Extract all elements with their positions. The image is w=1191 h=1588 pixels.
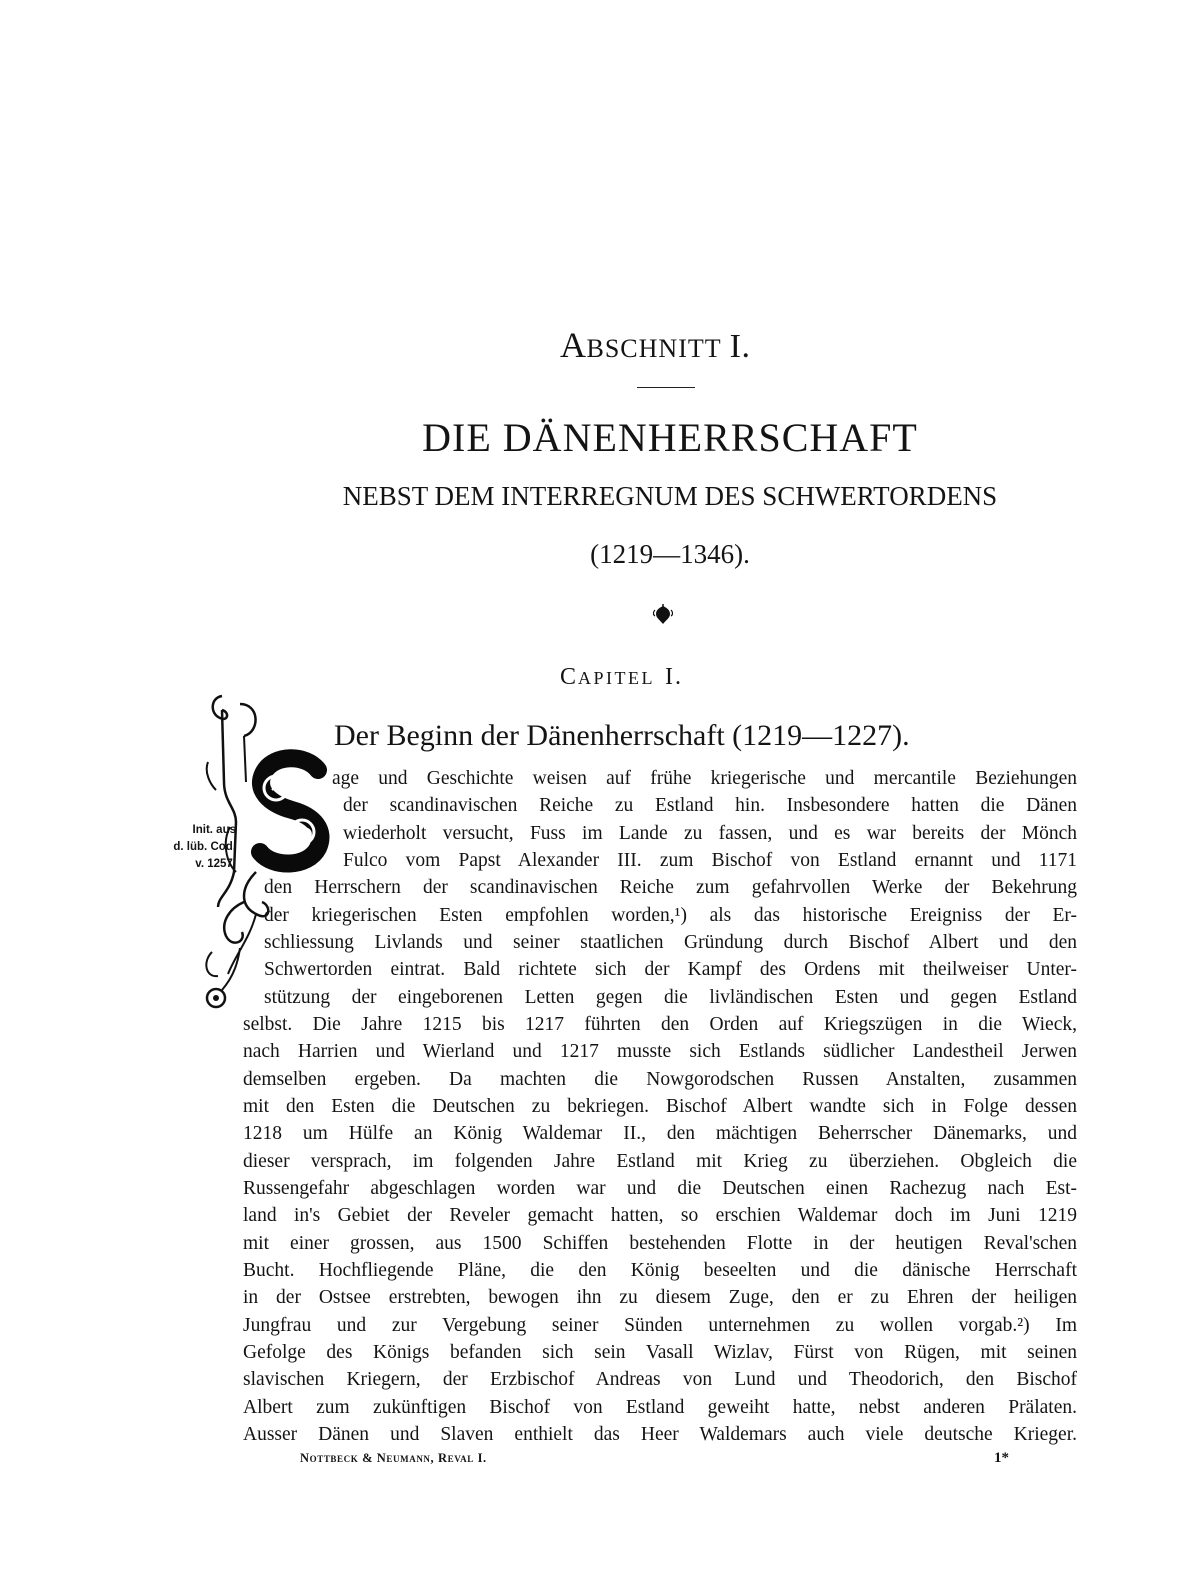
chapter-heading-number: I. (665, 664, 684, 690)
text-line: der scandinavischen Reiche zu Estland hin. Insbesondere hatten die Dänen (343, 795, 1077, 816)
text-line: selbst. Die Jahre 1215 bis 1217 führten den Orden auf Kriegszügen in die Wieck, (243, 1014, 1077, 1035)
text-line: mit einer grossen, aus 1500 Schiffen bestehenden Flotte in der heutigen Reval'schen (243, 1233, 1077, 1254)
text-line: age und Geschichte weisen auf frühe kriegerische und mercantile Beziehungen (332, 768, 1077, 789)
margin-note-line: d. lüb. Cod. (173, 841, 236, 853)
text-line: schliessung Livlands und seiner staatlichen Gründung durch Bischof Albert und den (264, 932, 1077, 953)
text-line: in der Ostsee erstrebten, bewogen ihn zu diesem Zuge, den er zu Ehren der heiligen (243, 1287, 1077, 1308)
footer-publisher: Nottbeck & Neumann, Reval I. (300, 1451, 487, 1465)
margin-note-line: v. 1257. (195, 858, 236, 870)
text-line: Albert zum zukünftigen Bischof von Estland geweiht hatte, nebst anderen Prälaten. (243, 1397, 1077, 1418)
text-line: der kriegerischen Esten empfohlen worden,¹) als das historische Ereigniss der Er- (264, 905, 1077, 926)
text-line: demselben ergeben. Da machten die Nowgorodschen Russen Anstalten, zusammen (243, 1069, 1077, 1090)
text-line: Ausser Dänen und Slaven enthielt das Heer Waldemars auch viele deutsche Krieger. (243, 1424, 1077, 1445)
text-line: nach Harrien und Wierland und 1217 musste sich Estlands südlicher Landestheil Jerwen (243, 1041, 1077, 1062)
text-line: wiederholt versucht, Fuss im Lande zu fassen, und es war bereits der Mönch (343, 823, 1077, 844)
page-years: (1219—1346). (590, 539, 750, 569)
heading-divider (637, 387, 695, 388)
chapter-subtitle: Der Beginn der Dänenherrschaft (1219—1227). (334, 719, 910, 752)
section-heading-initial: A (560, 325, 587, 365)
section-heading-number: I. (729, 328, 751, 365)
chapter-heading-word: APITEL (578, 668, 656, 688)
margin-note-line: Init. aus (192, 824, 236, 836)
text-line: dieser versprach, im folgenden Jahre Estland mit Krieg zu überziehen. Obgleich die (243, 1151, 1077, 1172)
text-line: den Herrschern der scandinavischen Reiche zum gefahrvollen Werke der Bekehrung (264, 877, 1077, 898)
page-title: DIE DÄNENHERRSCHAFT (422, 415, 918, 460)
fleuron-ornament-icon (652, 604, 674, 626)
margin-note (140, 822, 236, 873)
footer-sheet-mark: 1* (994, 1450, 1009, 1466)
text-line: Schwertorden eintrat. Bald richtete sich der Kampf des Ordens mit theilweiser Unter- (264, 959, 1077, 980)
chapter-heading-initial: C (560, 664, 579, 690)
page-subtitle: NEBST DEM INTERREGNUM DES SCHWERTORDENS (342, 481, 998, 511)
text-line: land in's Gebiet der Reveler gemacht hatten, so erschien Waldemar doch im Juni 1219 (243, 1205, 1077, 1226)
text-line: Gefolge des Königs befanden sich sein Vasall Wizlav, Fürst von Rügen, mit seinen (243, 1342, 1077, 1363)
text-line: Russengefahr abgeschlagen worden war und die Deutschen einen Rachezug nach Est- (243, 1178, 1077, 1199)
chapter-heading (560, 664, 800, 691)
text-line: Fulco vom Papst Alexander III. zum Bischof von Estland ernannt und 1171 (343, 850, 1077, 871)
text-line: Jungfrau und zur Vergebung seiner Sünden unternehmen zu wollen vorgab.²) Im (243, 1315, 1077, 1336)
section-heading-word: BSCHNITT (586, 334, 722, 363)
text-line: slavischen Kriegern, der Erzbischof Andreas von Lund und Theodorich, den Bischof (243, 1369, 1077, 1390)
section-heading (560, 324, 820, 366)
text-line: Bucht. Hochfliegende Pläne, die den König beseelten und die dänische Herrschaft (243, 1260, 1077, 1281)
text-line: stützung der eingeborenen Letten gegen die livländischen Esten und gegen Estland (264, 987, 1077, 1008)
text-line: mit den Esten die Deutschen zu bekriegen. Bischof Albert wandte sich in Folge dessen (243, 1096, 1077, 1117)
text-line: 1218 um Hülfe an König Waldemar II., den mächtigen Beherrscher Dänemarks, und (243, 1123, 1077, 1144)
